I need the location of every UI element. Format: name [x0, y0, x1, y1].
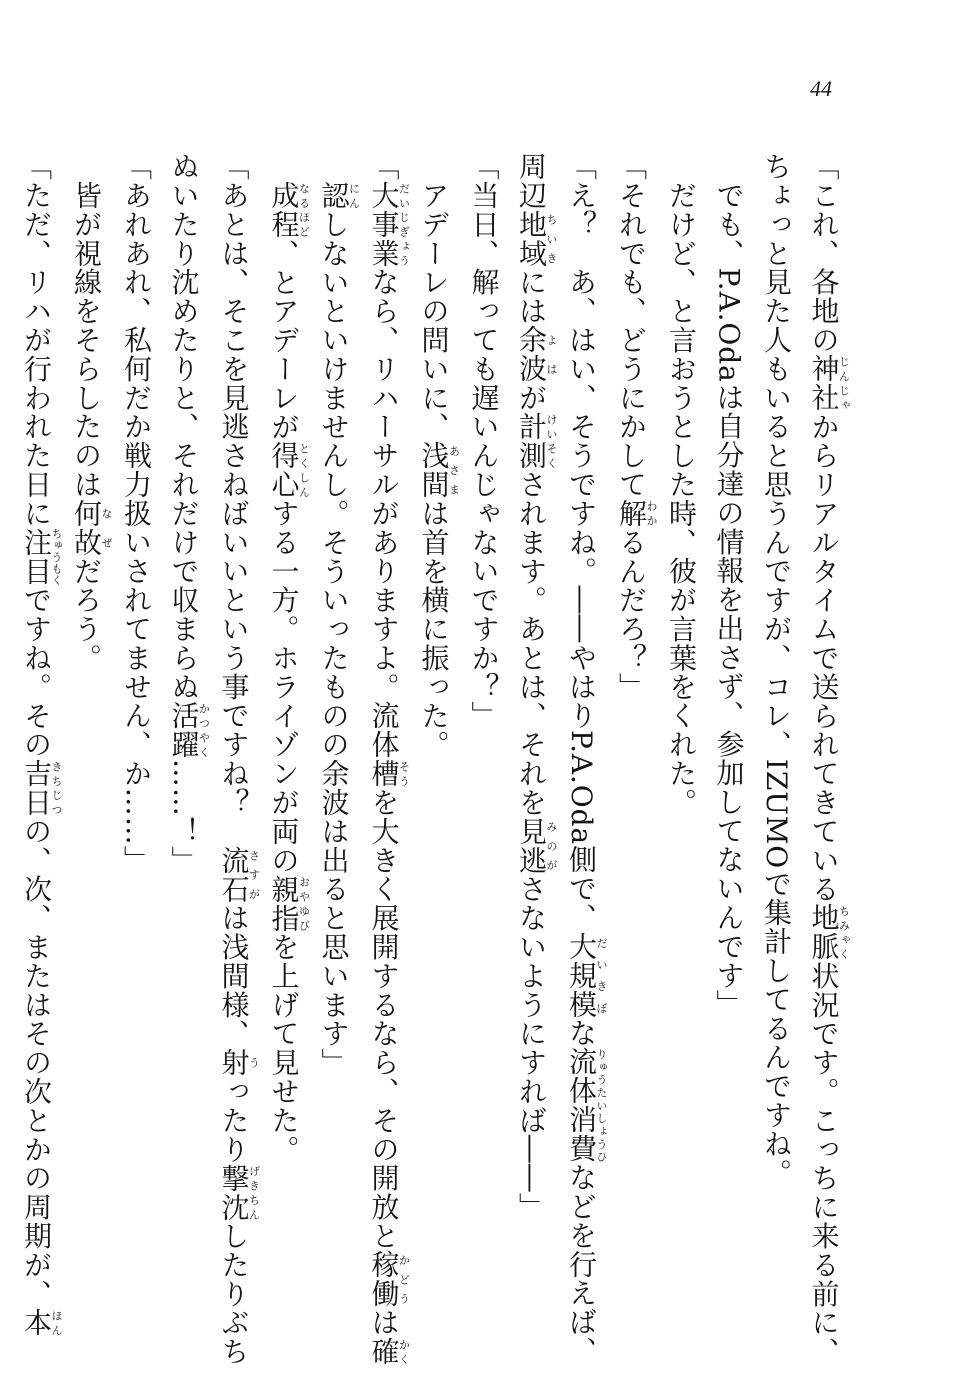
text-run: 「当日、解っても遅いんじゃないですか？」 — [467, 152, 501, 730]
text-run: な — [565, 1018, 598, 1048]
ruby-base: 地域 — [515, 209, 548, 268]
text-run: などを行えば、 — [565, 1162, 598, 1366]
body-text — [13, 152, 851, 1366]
text-run: は首を横に振った。 — [417, 498, 451, 759]
ruby-word — [807, 903, 851, 962]
ruby-reading: みのが — [545, 816, 558, 875]
ruby-word — [565, 931, 608, 1019]
text-run: だろう。 — [70, 556, 103, 673]
ruby-reading: う — [247, 1047, 261, 1077]
ruby-base: 浅間 — [417, 441, 451, 499]
text-run: は — [367, 1308, 401, 1337]
ruby-base: 射 — [217, 1047, 251, 1077]
ruby-word — [565, 1047, 608, 1163]
ruby-reading: そう — [397, 758, 411, 788]
ruby-word — [70, 498, 113, 557]
text-run: アデーレの問いに、 — [417, 152, 451, 441]
ruby-word — [367, 180, 411, 268]
text-line — [410, 152, 460, 1332]
ruby-word — [515, 325, 558, 384]
ruby-base: 解 — [615, 498, 648, 528]
text-run: だけど、と言おうとした時、彼が言葉をくれた。 — [665, 152, 698, 817]
ruby-reading: ちいき — [545, 209, 558, 268]
ruby-word — [20, 1308, 63, 1337]
text-run: には — [515, 267, 548, 326]
text-line — [508, 152, 558, 1332]
text-line — [63, 152, 113, 1332]
text-run: なら、リハーサルがありますよ。流体 — [367, 267, 401, 759]
ruby-word — [367, 1250, 411, 1309]
text-line — [360, 152, 411, 1366]
ruby-reading: りゅうたいしょうひ — [595, 1047, 608, 1163]
ruby-reading: じんじゃ — [837, 354, 851, 413]
text-run: は浅間様、 — [217, 903, 251, 1048]
text-run: を上げて見せた。 — [267, 932, 301, 1164]
ruby-word — [367, 758, 411, 788]
ruby-word — [267, 180, 311, 239]
text-run: 「それでも、どうにかして — [615, 152, 648, 499]
text-run: 「あとは、そこを見逃さねばいいという事ですね？ — [217, 152, 251, 846]
ruby-reading: きちじつ — [50, 758, 63, 817]
ruby-base: 吉日 — [20, 758, 53, 817]
text-run: るんだろ？」 — [615, 527, 648, 702]
text-line — [310, 152, 360, 1332]
ruby-base: 何故 — [70, 498, 103, 557]
ruby-word — [217, 1163, 261, 1222]
text-run: ぬいたり沈めたりと、それだけで収まらぬ — [167, 152, 201, 702]
ruby-base: 本 — [20, 1308, 53, 1337]
text-run: 「 — [367, 152, 401, 181]
ruby-base: 撃沈 — [217, 1163, 251, 1222]
ruby-word — [417, 441, 461, 499]
ruby-word — [267, 874, 311, 933]
ruby-reading: ほん — [50, 1308, 63, 1337]
text-line — [460, 152, 508, 1332]
ruby-base: 計測 — [515, 412, 548, 470]
text-line — [113, 152, 161, 1332]
text-run: からリアルタイムで送られてきている — [807, 412, 841, 904]
ruby-word — [267, 441, 311, 499]
text-run: ですね。その — [20, 585, 53, 759]
ruby-reading: わか — [645, 498, 658, 528]
ruby-reading: だいきぼ — [595, 931, 608, 1019]
ruby-base: 見逃 — [515, 816, 548, 875]
text-run: ちょっと見た人もいると思うんですが、コレ、IZUMOで集計してるんですね。 — [760, 152, 793, 1188]
text-line — [705, 152, 753, 1332]
text-run — [268, 152, 301, 181]
ruby-word — [807, 354, 851, 413]
ruby-reading: かつやく — [197, 701, 211, 759]
ruby-base: 地脈 — [807, 903, 841, 962]
ruby-base: 流石 — [217, 845, 251, 904]
ruby-word — [317, 180, 361, 210]
text-run: 状況です。こっちに来る前に、 — [807, 961, 841, 1366]
text-run: する一方。ホライゾンが両の — [267, 498, 301, 875]
text-run: ……！」 — [167, 758, 201, 875]
ruby-base: 大規模 — [565, 931, 598, 1019]
page-number: 44 — [810, 76, 832, 101]
text-run: 「あれあれ、私何だか戦力扱いされてません、か……」 — [120, 152, 153, 875]
text-line — [658, 152, 706, 1332]
text-run — [318, 152, 351, 181]
ruby-base: 得心 — [267, 441, 301, 499]
ruby-base: 成程 — [267, 180, 301, 239]
ruby-word — [515, 209, 558, 268]
text-run: を大きく展開するなら、その開放と — [367, 787, 401, 1251]
ruby-word — [367, 1336, 411, 1366]
text-run: 、とアデーレが — [267, 238, 301, 442]
text-run: 「え？ あ、はい、そうですね。――やはりP.A.Oda側で、 — [565, 152, 598, 932]
text-run: の、次、またはその次とかの周期が、 — [20, 816, 53, 1309]
ruby-word — [20, 527, 63, 586]
text-line — [608, 152, 658, 1332]
text-line — [558, 152, 608, 1366]
text-run: 皆が視線をそらしたのは — [70, 152, 103, 499]
ruby-reading: おやゆび — [297, 874, 311, 933]
text-run: したりぶち — [217, 1221, 251, 1366]
ruby-base: 槽 — [367, 758, 401, 788]
ruby-base: 神社 — [807, 354, 841, 413]
ruby-base: 親指 — [267, 874, 301, 933]
ruby-word — [167, 701, 211, 759]
ruby-base: 認 — [317, 180, 351, 210]
text-run: が — [515, 383, 548, 413]
ruby-base: 注目 — [20, 527, 53, 586]
ruby-reading: ちゅうもく — [50, 527, 63, 586]
ruby-reading: だいじぎょう — [397, 180, 411, 268]
text-run: 周辺 — [515, 152, 548, 210]
ruby-base: 余波 — [515, 325, 548, 384]
ruby-reading: にん — [347, 180, 361, 210]
text-line — [160, 152, 210, 1332]
ruby-base: 流体消費 — [565, 1047, 598, 1163]
ruby-reading: よは — [545, 325, 558, 384]
ruby-word — [217, 845, 261, 904]
ruby-word — [20, 758, 63, 817]
ruby-base: 稼働 — [367, 1250, 401, 1309]
ruby-reading: とくしん — [297, 441, 311, 499]
text-run: 「ただ、リハが行われた日に — [20, 152, 53, 528]
text-run: でも、P.A.Odaは自分達の情報を出さず、参加してないんです」 — [712, 152, 746, 1019]
text-run: さないようにすれば――」 — [515, 874, 548, 1222]
ruby-word — [515, 816, 558, 875]
ruby-word — [615, 498, 658, 528]
ruby-reading: ちみゃく — [837, 903, 851, 962]
text-line — [13, 152, 63, 1337]
ruby-reading: あさま — [447, 441, 461, 499]
ruby-base: 活躍 — [167, 701, 201, 759]
ruby-word — [515, 412, 558, 470]
ruby-base: 大事業 — [367, 180, 401, 268]
ruby-reading: なるほど — [297, 180, 311, 239]
ruby-reading: かどう — [397, 1250, 411, 1309]
text-line — [753, 152, 801, 1332]
ruby-base: 確 — [367, 1336, 401, 1366]
text-run: 「これ、各地の — [807, 152, 841, 355]
text-run: ったり — [217, 1076, 251, 1164]
ruby-reading: なぜ — [100, 498, 113, 557]
text-line — [800, 152, 851, 1366]
ruby-reading: けいそく — [545, 412, 558, 470]
ruby-reading: げきちん — [247, 1163, 261, 1222]
text-line — [260, 152, 310, 1332]
ruby-reading: さすが — [247, 845, 261, 904]
text-run: しないといけませんし。そういったものの余波は出ると思います」 — [317, 209, 351, 1077]
text-line — [210, 152, 261, 1366]
ruby-word — [217, 1047, 261, 1077]
text-run: されます。あとは、それを — [515, 469, 548, 817]
ruby-reading: かく — [397, 1336, 411, 1366]
